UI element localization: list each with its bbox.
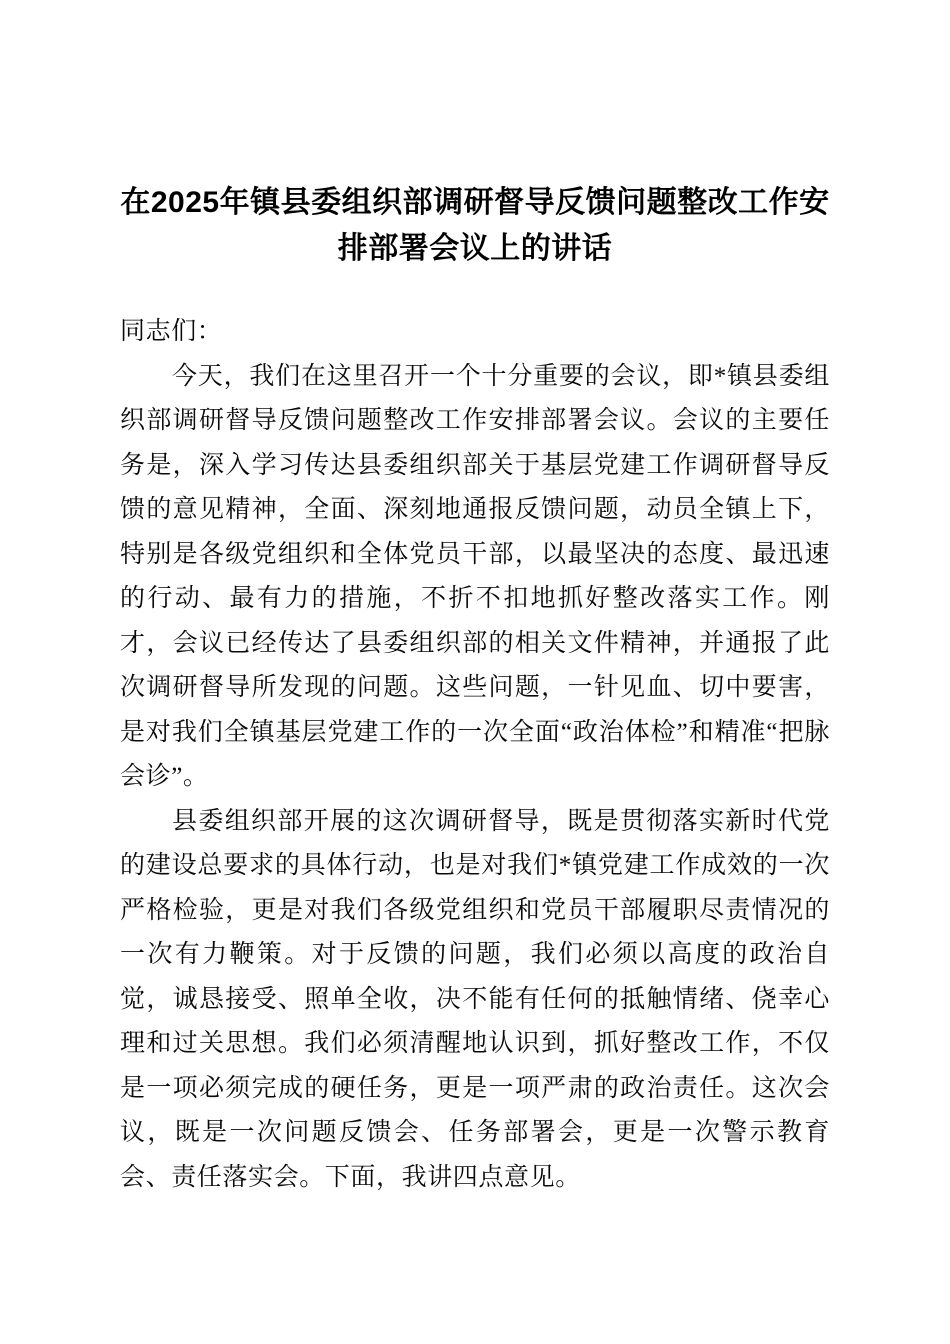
body-paragraph-2: 县委组织部开展的这次调研督导，既是贯彻落实新时代党的建设总要求的具体行动，也是对我们*镇党建工作成效的一次严格检验，更是对我们各级党组织和党员干部履职尽责情况的一次有力鞭策。对于反馈的问题，我们必须以高度的政治自觉，诚恳接受、照单全收，决不能有任何的抵触情绪、侥幸心理和过关思想。我们必须清醒地认识到，抓好整改工作，不仅是一项必须完成的硬任务，更是一项严肃的政治责任。这次会议，既是一次问题反馈会、任务部署会，更是一次警示教育会、责任落实会。下面，我讲四点意见。 xyxy=(120,807,830,1191)
salutation: 同志们： xyxy=(120,318,223,345)
body-paragraph-1: 今天，我们在这里召开一个十分重要的会议，即*镇县委组织部调研督导反馈问题整改工作安排部署会议。会议的主要任务是，深入学习传达县委组织部关于基层党建工作调研督导反馈的意见精神，全面、深刻地通报反馈问题，动员全镇上下，特别是各级党组织和全体党员干部，以最坚决的态度、最迅速的行动、最有力的措施，不折不扣地抓好整改落实工作。刚才，会议已经传达了县委组织部的相关文件精神，并通报了此次调研督导所发现的问题。这些问题，一针见血、切中要害，是对我们全镇基层党建工作的一次全面“政治体检”和精准“把脉会诊”。 xyxy=(120,362,830,790)
document-content xyxy=(120,0,830,1200)
document-body xyxy=(120,310,830,1200)
page-title: 在2025年镇县委组织部调研督导反馈问题整改工作安排部署会议上的讲话 xyxy=(120,186,830,265)
